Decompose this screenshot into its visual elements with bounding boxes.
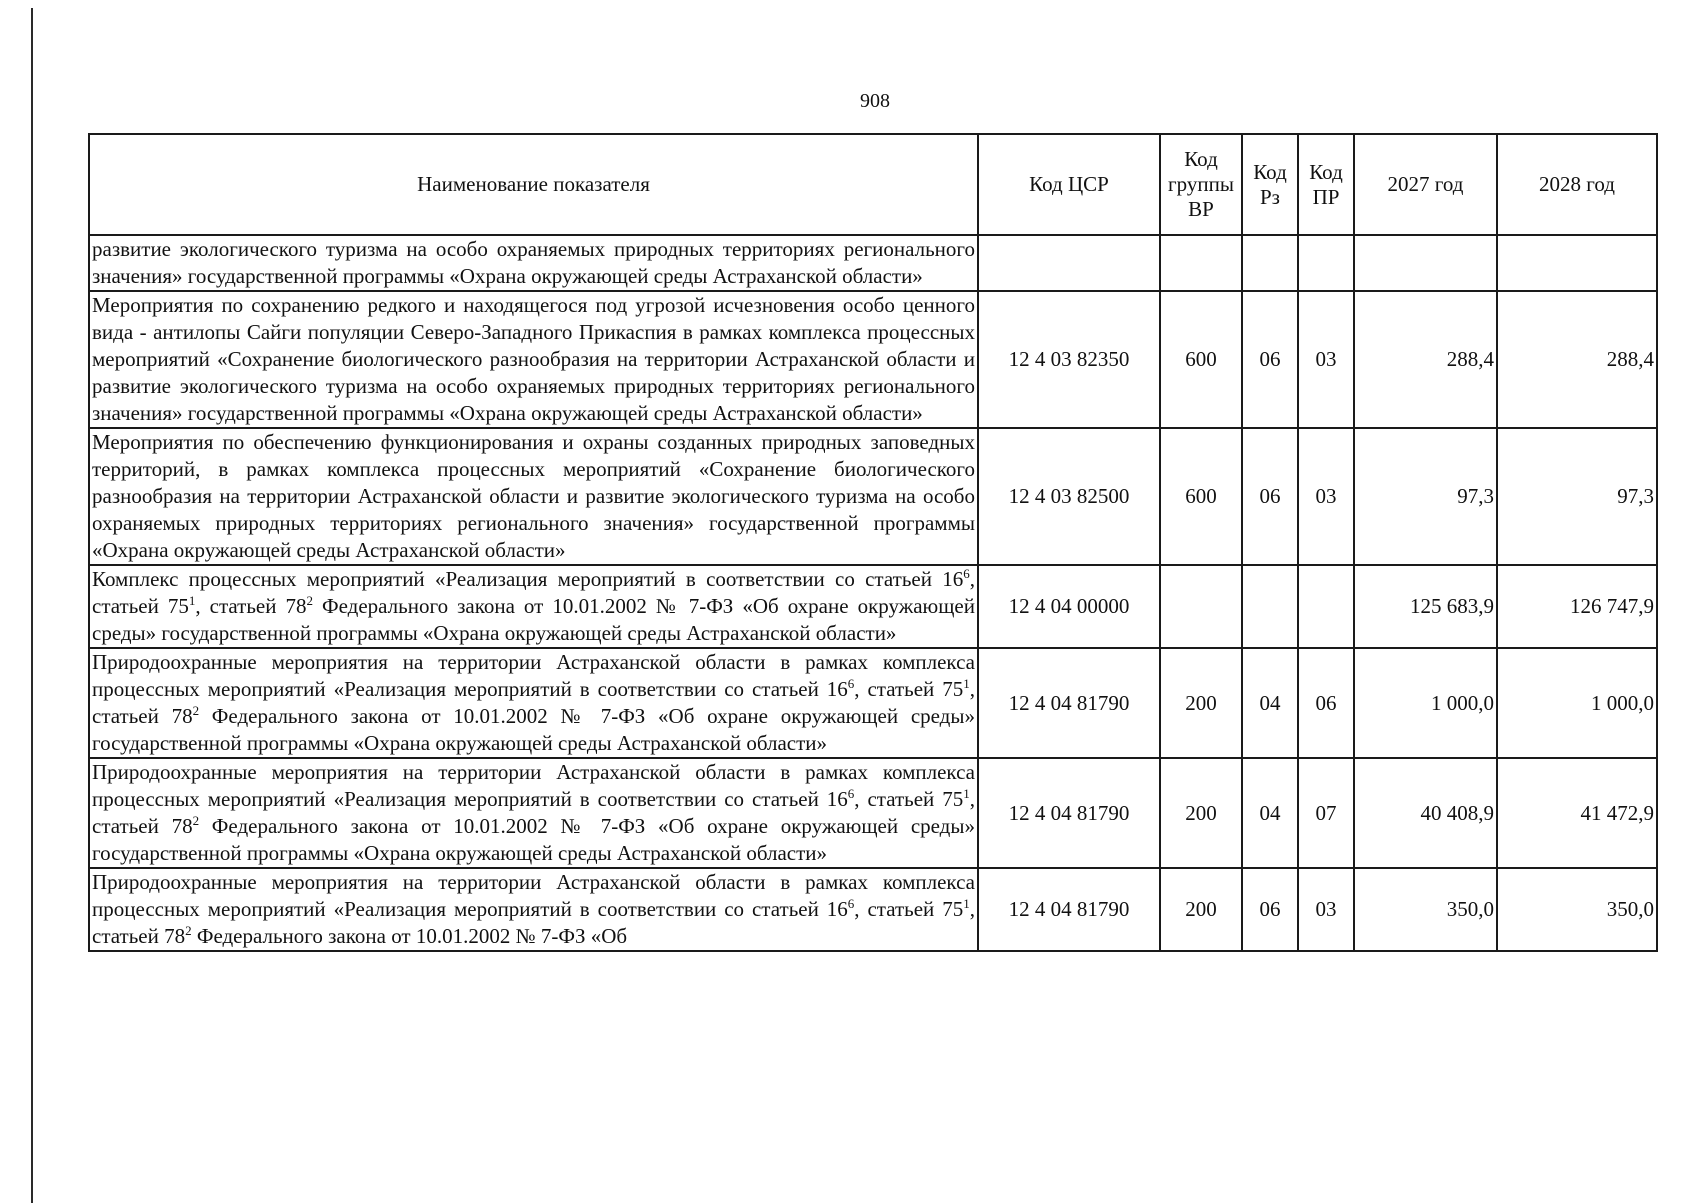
superscript: 6	[847, 786, 855, 801]
superscript: 6	[963, 566, 970, 581]
row-name: Мероприятия по сохранению редкого и находящегося под угрозой исчезновения особо ценного вида - антилопы Сайги популяции Северо-Западного Прикаспия в рамках комплекса процессных мероприятий «Сохранение биологического разнообразия на территории Астраханской области и развитие экологического туризма на особо охраняемых природных территориях регионального значения» государственной программы «Охрана окружающей среды Астраханской области»	[89, 291, 978, 428]
row-rz-code: 04	[1242, 758, 1298, 868]
row-name-part: , статьей 78	[92, 677, 975, 728]
row-name-part: Природоохранные мероприятия на территории Астраханской области в рамках комплекса процессных мероприятий «Реализация мероприятий в соответствии со статьей 16	[92, 650, 975, 701]
superscript: 2	[306, 593, 314, 608]
row-vr-code: 600	[1160, 428, 1242, 565]
header-rz-code	[1242, 134, 1298, 235]
row-csr-code: 12 4 04 81790	[978, 758, 1160, 868]
row-value-2027: 1 000,0	[1354, 648, 1497, 758]
header-pr-line1: Код	[1309, 159, 1343, 184]
row-name-part: , статьей 78	[92, 787, 975, 838]
row-value-2027	[1354, 235, 1497, 291]
row-value-2027: 288,4	[1354, 291, 1497, 428]
row-vr-code	[1160, 235, 1242, 291]
row-csr-code: 12 4 04 00000	[978, 565, 1160, 648]
left-margin-line	[31, 8, 33, 1203]
header-vr-line3: ВР	[1188, 197, 1214, 221]
row-name-part: , статьей 75	[854, 787, 964, 811]
header-rz-line1: Код	[1253, 159, 1287, 184]
row-name-part: , статьей 75	[854, 677, 964, 701]
budget-table	[88, 133, 1658, 952]
row-name-part: , статьей 75	[92, 567, 975, 618]
superscript: 1	[963, 896, 970, 911]
row-rz-code	[1242, 565, 1298, 648]
row-vr-code: 200	[1160, 648, 1242, 758]
row-rz-code: 04	[1242, 648, 1298, 758]
row-rz-code: 06	[1242, 868, 1298, 951]
row-name-part: Комплекс процессных мероприятий «Реализация мероприятий в соответствии со статьей 16	[92, 567, 964, 591]
row-name	[89, 868, 978, 951]
superscript: 6	[847, 676, 855, 691]
row-value-2028: 1 000,0	[1497, 648, 1657, 758]
header-vr-code	[1160, 134, 1242, 235]
row-pr-code: 06	[1298, 648, 1354, 758]
row-name-part: Федерального закона от 10.01.2002 № 7-ФЗ «Об охране окружающей среды» государственной программы «Охрана окружающей среды Астраханской области»	[92, 814, 975, 865]
row-value-2027: 97,3	[1354, 428, 1497, 565]
row-name-part: Природоохранные мероприятия на территории Астраханской области в рамках комплекса процессных мероприятий «Реализация мероприятий в соответствии со статьей 16	[92, 760, 975, 811]
table-header-row	[89, 134, 1657, 235]
table-row	[89, 565, 1657, 648]
row-name	[89, 565, 978, 648]
row-value-2028: 288,4	[1497, 291, 1657, 428]
row-pr-code	[1298, 235, 1354, 291]
row-name-part: , статьей 78	[195, 594, 307, 618]
row-name	[89, 648, 978, 758]
row-vr-code: 200	[1160, 758, 1242, 868]
row-name-part: Природоохранные мероприятия на территории Астраханской области в рамках комплекса процессных мероприятий «Реализация мероприятий в соответствии со статьей 16	[92, 870, 975, 921]
superscript: 1	[188, 593, 196, 608]
page-number: 908	[860, 90, 890, 112]
row-value-2028: 97,3	[1497, 428, 1657, 565]
row-pr-code: 03	[1298, 428, 1354, 565]
header-vr-line2: группы	[1168, 172, 1234, 196]
row-pr-code: 07	[1298, 758, 1354, 868]
table-row	[89, 428, 1657, 565]
row-name: развитие экологического туризма на особо охраняемых природных территориях регионального значения» государственной программы «Охрана окружающей среды Астраханской области»	[89, 235, 978, 291]
superscript: 2	[185, 923, 192, 938]
row-csr-code: 12 4 03 82350	[978, 291, 1160, 428]
row-pr-code: 03	[1298, 291, 1354, 428]
superscript: 1	[963, 676, 970, 691]
row-name-part: Федерального закона от 10.01.2002 № 7-ФЗ «Об охране окружающей среды» государственной программы «Охрана окружающей среды Астраханской области»	[92, 594, 975, 645]
row-value-2028: 126 747,9	[1497, 565, 1657, 648]
row-name	[89, 758, 978, 868]
row-csr-code: 12 4 04 81790	[978, 868, 1160, 951]
row-value-2027: 350,0	[1354, 868, 1497, 951]
row-rz-code: 06	[1242, 291, 1298, 428]
table-row	[89, 758, 1657, 868]
header-pr-code	[1298, 134, 1354, 235]
row-vr-code: 600	[1160, 291, 1242, 428]
row-rz-code	[1242, 235, 1298, 291]
superscript: 6	[847, 896, 855, 911]
header-pr-line2: ПР	[1312, 184, 1340, 209]
row-name: Мероприятия по обеспечению функционирования и охраны созданных природных заповедных территорий, в рамках комплекса процессных мероприятий «Сохранение биологического разнообразия на территории Астраханской области и развитие экологического туризма на особо охраняемых природных территориях регионального значения» государственной программы «Охрана окружающей среды Астраханской области»	[89, 428, 978, 565]
header-csr-code: Код ЦСР	[978, 134, 1160, 235]
superscript: 2	[192, 703, 200, 718]
row-vr-code	[1160, 565, 1242, 648]
header-year-2028: 2028 год	[1497, 134, 1657, 235]
table-row	[89, 235, 1657, 291]
header-vr-line1: Код	[1184, 147, 1218, 171]
row-name-part: , статьей 75	[854, 897, 964, 921]
row-value-2027: 125 683,9	[1354, 565, 1497, 648]
header-rz-line2: Рз	[1260, 184, 1280, 209]
row-value-2027: 40 408,9	[1354, 758, 1497, 868]
row-vr-code: 200	[1160, 868, 1242, 951]
header-name: Наименование показателя	[89, 134, 978, 235]
row-pr-code: 03	[1298, 868, 1354, 951]
header-year-2027: 2027 год	[1354, 134, 1497, 235]
table-row	[89, 868, 1657, 951]
table-row	[89, 648, 1657, 758]
row-pr-code	[1298, 565, 1354, 648]
row-csr-code: 12 4 03 82500	[978, 428, 1160, 565]
superscript: 2	[192, 813, 200, 828]
row-value-2028: 350,0	[1497, 868, 1657, 951]
row-value-2028	[1497, 235, 1657, 291]
row-value-2028: 41 472,9	[1497, 758, 1657, 868]
superscript: 1	[963, 786, 970, 801]
row-rz-code: 06	[1242, 428, 1298, 565]
row-name-part: Федерального закона от 10.01.2002 № 7-ФЗ «Об	[191, 924, 628, 948]
row-csr-code: 12 4 04 81790	[978, 648, 1160, 758]
row-csr-code	[978, 235, 1160, 291]
table-row	[89, 291, 1657, 428]
row-name-part: , статьей 78	[92, 897, 975, 948]
row-name-part: Федерального закона от 10.01.2002 № 7-ФЗ «Об охране окружающей среды» государственной программы «Охрана окружающей среды Астраханской области»	[92, 704, 975, 755]
